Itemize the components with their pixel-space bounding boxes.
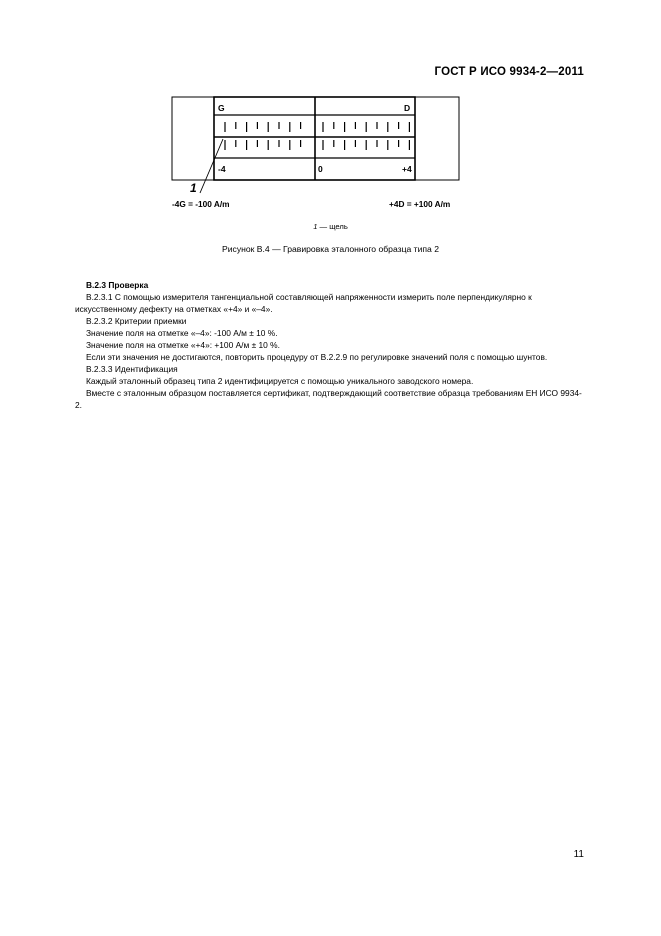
standard-header: ГОСТ Р ИСО 9934-2—2011 [434, 66, 584, 78]
paragraph-certificate: Вместе с эталонным образцом поставляется сертификат, подтверждающий соответствие образца требованиям ЕН ИСО 9934-2. [75, 388, 582, 410]
callout-number: 1 [190, 181, 197, 195]
section-body [75, 279, 584, 411]
paragraph-minus4: Значение поля на отметке «–4»: -100 А/м ± 10 %. [86, 328, 278, 338]
label-g: G [218, 103, 225, 113]
paragraph-b231: В.2.3.1 С помощью измерителя тангенциальной составляющей напряженности измерить поле перпендикулярно к искусственному дефекту на отметках «+4» и «–4». [75, 292, 532, 314]
subheading-b233: В.2.3.3 Идентификация [86, 364, 178, 374]
legend-number: 1 [313, 222, 318, 231]
scale-ticks-upper [225, 122, 409, 132]
label-plus-4: +4 [402, 164, 412, 174]
scale-ticks-lower [225, 140, 409, 150]
figure-caption: Рисунок В.4 — Гравировка эталонного образца типа 2 [221, 244, 440, 254]
paragraph-repeat: Если эти значения не достигаются, повторить процедуру от В.2.2.9 по регулировке значений поля с помощью шунтов. [86, 352, 548, 362]
section-heading: В.2.3 Проверка [86, 280, 149, 290]
label-minus-4: -4 [218, 164, 226, 174]
figure-legend [0, 222, 661, 231]
engraving-figure [0, 0, 661, 220]
paragraph-serial: Каждый эталонный образец типа 2 идентифицируется с помощью уникального заводского номера. [86, 376, 474, 386]
page-number: 11 [573, 849, 584, 860]
subheading-b232: В.2.3.2 Критерии приемки [86, 316, 187, 326]
legend-text: — щель [317, 222, 348, 231]
label-d: D [404, 103, 411, 113]
left-field-value: -4G = -100 A/m [172, 199, 230, 209]
label-zero: 0 [318, 164, 323, 174]
paragraph-plus4: Значение поля на отметке «+4»: +100 А/м ± 10 %. [86, 340, 280, 350]
right-field-value: +4D = +100 A/m [389, 199, 451, 209]
